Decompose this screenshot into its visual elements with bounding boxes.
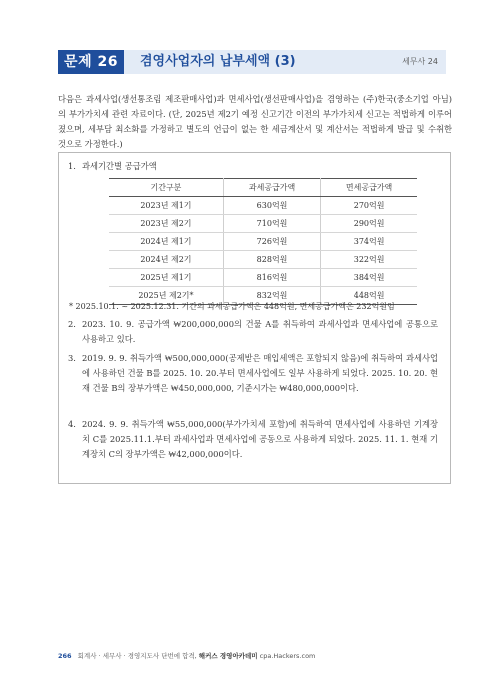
list-item	[68, 351, 438, 397]
list-item	[68, 317, 438, 347]
page-number: 266	[58, 652, 72, 660]
table-cell: 2025년 제2기*	[109, 287, 223, 305]
table-cell: 374억원	[321, 233, 417, 251]
problem-intro: 다음은 과세사업(생선통조림 제조판매사업)과 면세사업(생선판매사업)을 겸영하는 (주)한국(중소기업 아님)의 부가가치세 관련 자료이다. (단, 2025년 제2기 예정 신고기간 이전의 부가가치세 신고는 적법하게 이루어졌으며, 세부담 최소화를 가정하고 별도의 언급이 없는 한 세금계산서 및 계산서는 적법하게 발급 및 수취한 것으로 가정한다.)	[58, 94, 452, 149]
table-cell: 828억원	[223, 251, 320, 269]
list-item	[68, 417, 438, 463]
table-row	[109, 251, 417, 269]
item-number: 4.	[68, 419, 76, 429]
table-cell: 2024년 제2기	[109, 251, 223, 269]
problem-number-badge: 문제 26	[58, 50, 124, 74]
item-text: 과세기간별 공급가액	[82, 161, 157, 171]
table-cell: 630억원	[223, 197, 320, 215]
footer-brand: 해커스 경영아카데미	[198, 652, 258, 660]
footer-text: 회계사 · 세무사 · 경영지도사 단번에 합격,	[77, 652, 197, 660]
table-cell: 710억원	[223, 215, 320, 233]
table-cell: 384억원	[321, 269, 417, 287]
page-footer	[58, 651, 315, 660]
table-cell: 322억원	[321, 251, 417, 269]
table-row	[109, 197, 417, 215]
item-text: 2023. 10. 9. 공급가액 ₩200,000,000의 건물 A를 취득하여 과세사업과 면세사업에 공통으로 사용하고 있다.	[82, 319, 438, 345]
column-header: 기간구분	[109, 179, 223, 197]
table-row	[109, 215, 417, 233]
list-item	[68, 159, 438, 174]
item-number: 2.	[68, 319, 76, 329]
column-header: 과세공급가액	[223, 179, 320, 197]
problem-header	[58, 50, 446, 74]
problem-title: 겸영사업자의 납부세액 (3)	[140, 54, 296, 69]
table-row	[109, 233, 417, 251]
supply-value-table	[109, 178, 417, 305]
table-cell: 816억원	[223, 269, 320, 287]
item-text: 2019. 9. 9. 취득가액 ₩500,000,000(공제받은 매입세액은 포함되지 않음)에 취득하여 과세사업에 사용하던 건물 B를 2025. 10. 20.부터 면세사업에도 일부 사용하게 되었다. 2025. 10. 20. 현재 건물 B의 장부가액은 ₩450,000,000, 기준시가는 ₩480,000,000이다.	[82, 353, 438, 394]
column-header: 면세공급가액	[321, 179, 417, 197]
table-cell: 2025년 제1기	[109, 269, 223, 287]
table-cell: 270억원	[321, 197, 417, 215]
table-cell: 448억원	[321, 287, 417, 305]
table-row	[109, 269, 417, 287]
table-cell: 726억원	[223, 233, 320, 251]
footer-url: cpa.Hackers.com	[259, 652, 316, 660]
table-cell: 290억원	[321, 215, 417, 233]
item-number: 3.	[68, 353, 76, 363]
table-footnote: * 2025.10.1. ~ 2025.12.31. 기간의 과세공급가액은 448억원, 면세공급가액은 232억원임	[69, 302, 395, 311]
source-tag: 세무사 24	[402, 57, 438, 66]
data-box	[58, 152, 451, 484]
item-number: 1.	[68, 161, 76, 171]
table-cell: 2024년 제1기	[109, 233, 223, 251]
table-header-row	[109, 179, 417, 197]
table-cell: 2023년 제1기	[109, 197, 223, 215]
table-cell: 2023년 제2기	[109, 215, 223, 233]
item-text: 2024. 9. 9. 취득가액 ₩55,000,000(부가가치세 포함)에 취득하여 면세사업에 사용하던 기계장치 C를 2025.11.1.부터 과세사업과 면세사업에 공동으로 사용하게 되었다. 2025. 11. 1. 현재 기계장치 C의 장부가액은 ₩42,000,000이다.	[82, 419, 438, 460]
table-cell: 832억원	[223, 287, 320, 305]
